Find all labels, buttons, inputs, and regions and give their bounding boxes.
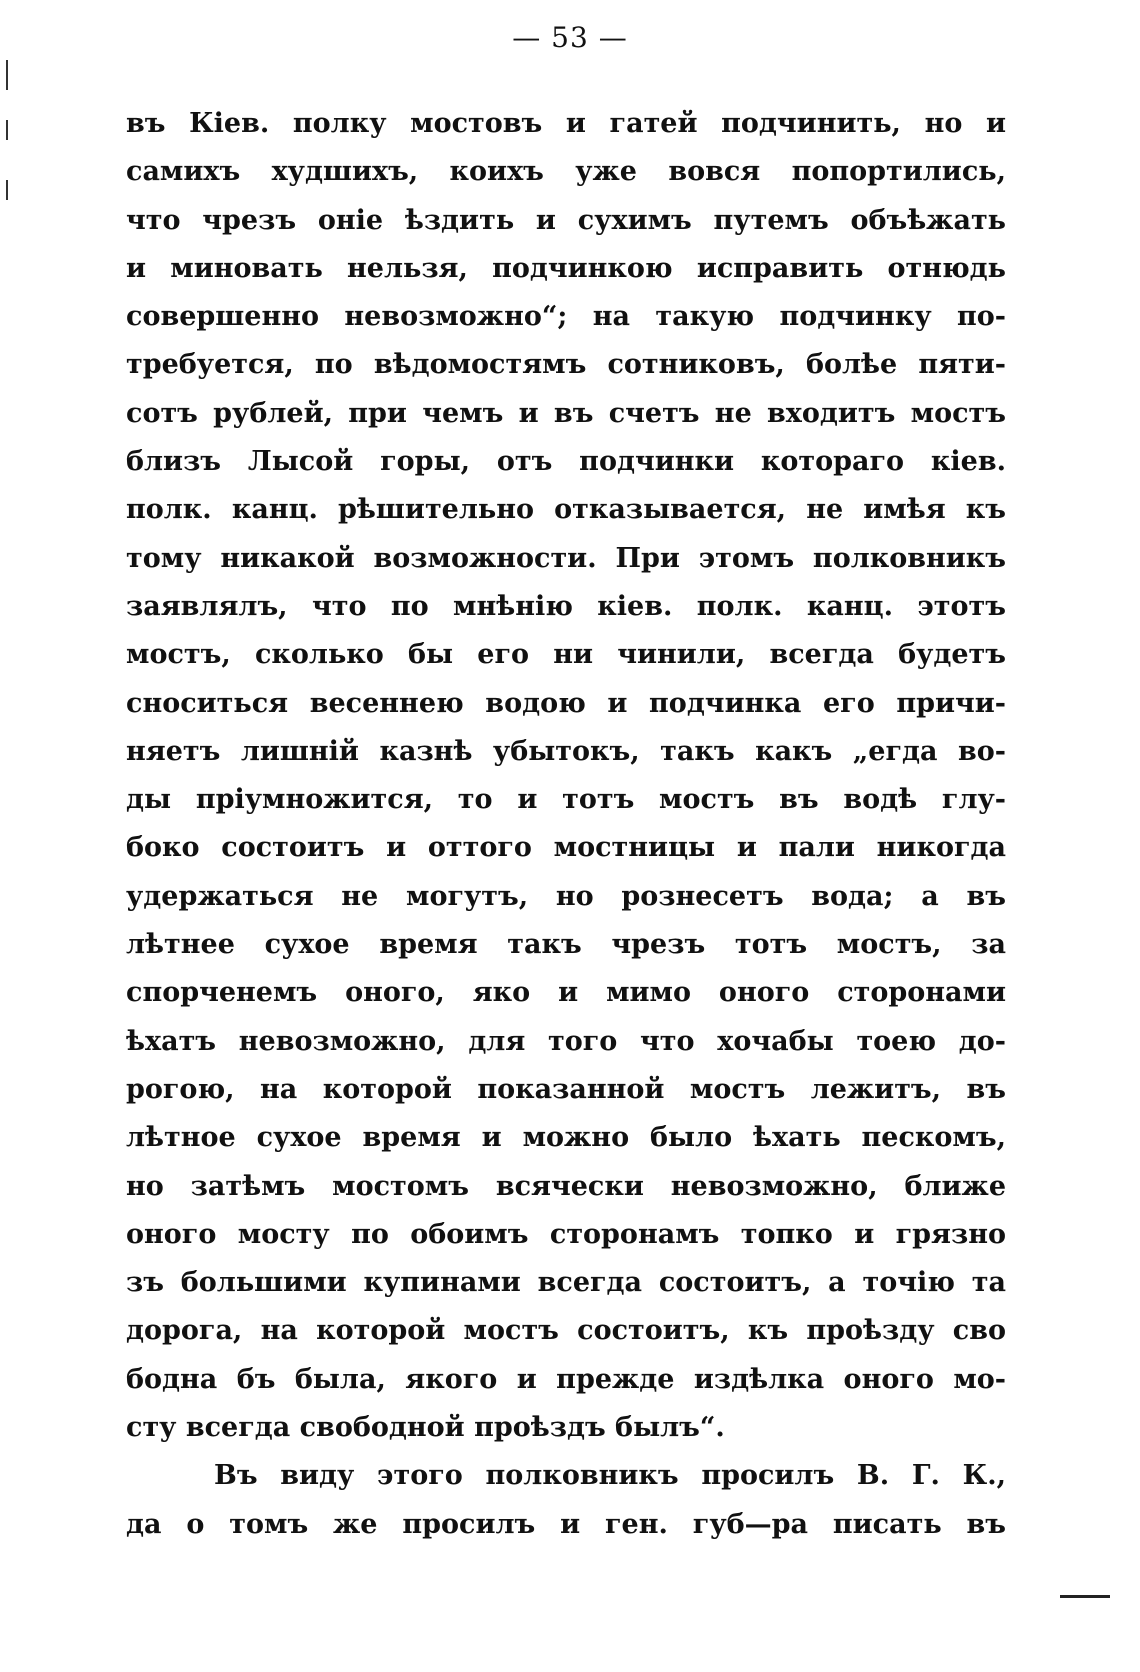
text-line: дорога, на которой мостъ состоитъ, къ проѣзду сво — [126, 1315, 1006, 1347]
text-line: ѣхатъ невозможно, для того что хочабы тоею до- — [126, 1025, 1006, 1057]
text-line: удержаться не могутъ, но рознесетъ вода; а въ — [126, 880, 1006, 912]
text-line: рогою, на которой показанной мостъ лежитъ, въ — [126, 1073, 1006, 1105]
text-line: но затѣмъ мостомъ всячески невозможно, ближе — [126, 1170, 1006, 1202]
text-line: совершенно невозможно“; на такую подчинку по- — [126, 301, 1006, 333]
text-line: мостъ, сколько бы его ни чинили, всегда будетъ — [126, 639, 1006, 671]
text-line: няетъ лишній казнѣ убытокъ, такъ какъ „егда во- — [126, 735, 1006, 767]
footer-rule — [1060, 1595, 1110, 1598]
text-line: лѣтное сухое время и можно было ѣхать пескомъ, — [126, 1122, 1006, 1154]
text-line: лѣтнее сухое время такъ чрезъ тотъ мостъ, за — [126, 929, 1006, 961]
text-line: тому никакой возможности. При этомъ полковникъ — [126, 542, 1006, 574]
text-line: оного мосту по обоимъ сторонамъ топко и грязно — [126, 1218, 1006, 1250]
margin-mark — [6, 60, 8, 90]
text-line: сту всегда свободной проѣздъ былъ“. — [126, 1412, 725, 1444]
text-line: самихъ худшихъ, коихъ уже вовся попортились, — [126, 156, 1006, 188]
text-line: въ Кіев. полку мостовъ и гатей подчинить, но и — [126, 108, 1006, 139]
text-line: Въ виду этого полковникъ просилъ В. Г. К., — [214, 1460, 1006, 1492]
text-line: ды пріумножится, то и тотъ мостъ въ водѣ глу- — [126, 784, 1006, 816]
text-line: сотъ рублей, при чемъ и въ счетъ не входитъ мостъ — [126, 397, 1006, 429]
text-line: что чрезъ оніе ѣздить и сухимъ путемъ объѣжать — [126, 204, 1006, 236]
text-line: и миновать нельзя, подчинкою исправить отнюдь — [126, 252, 1006, 284]
text-line: сноситься весеннею водою и подчинка его причи- — [126, 687, 1006, 719]
page-number: — 53 — — [512, 21, 628, 54]
text-line: заявлялъ, что по мнѣнію кіев. полк. канц. этотъ — [126, 590, 1006, 622]
text-line: да о томъ же просилъ и ген. губ—ра писать въ — [126, 1508, 1006, 1540]
text-line: зъ большими купинами всегда состоитъ, а точію та — [126, 1267, 1006, 1299]
text-line: полк. канц. рѣшительно отказывается, не имѣя къ — [126, 494, 1006, 526]
text-line: спорченемъ оного, яко и мимо оного сторонами — [126, 977, 1006, 1009]
margin-mark — [6, 120, 8, 140]
body-text — [126, 100, 1006, 1549]
margin-mark — [6, 180, 8, 200]
text-line: близъ Лысой горы, отъ подчинки котораго кіев. — [126, 446, 1006, 478]
text-line: боко состоитъ и оттого мостницы и пали никогда — [126, 832, 1006, 864]
text-line: бодна бъ была, якого и прежде издѣлка оного мо- — [126, 1363, 1006, 1395]
text-line: требуется, по вѣдомостямъ сотниковъ, болѣе пяти- — [126, 349, 1006, 381]
